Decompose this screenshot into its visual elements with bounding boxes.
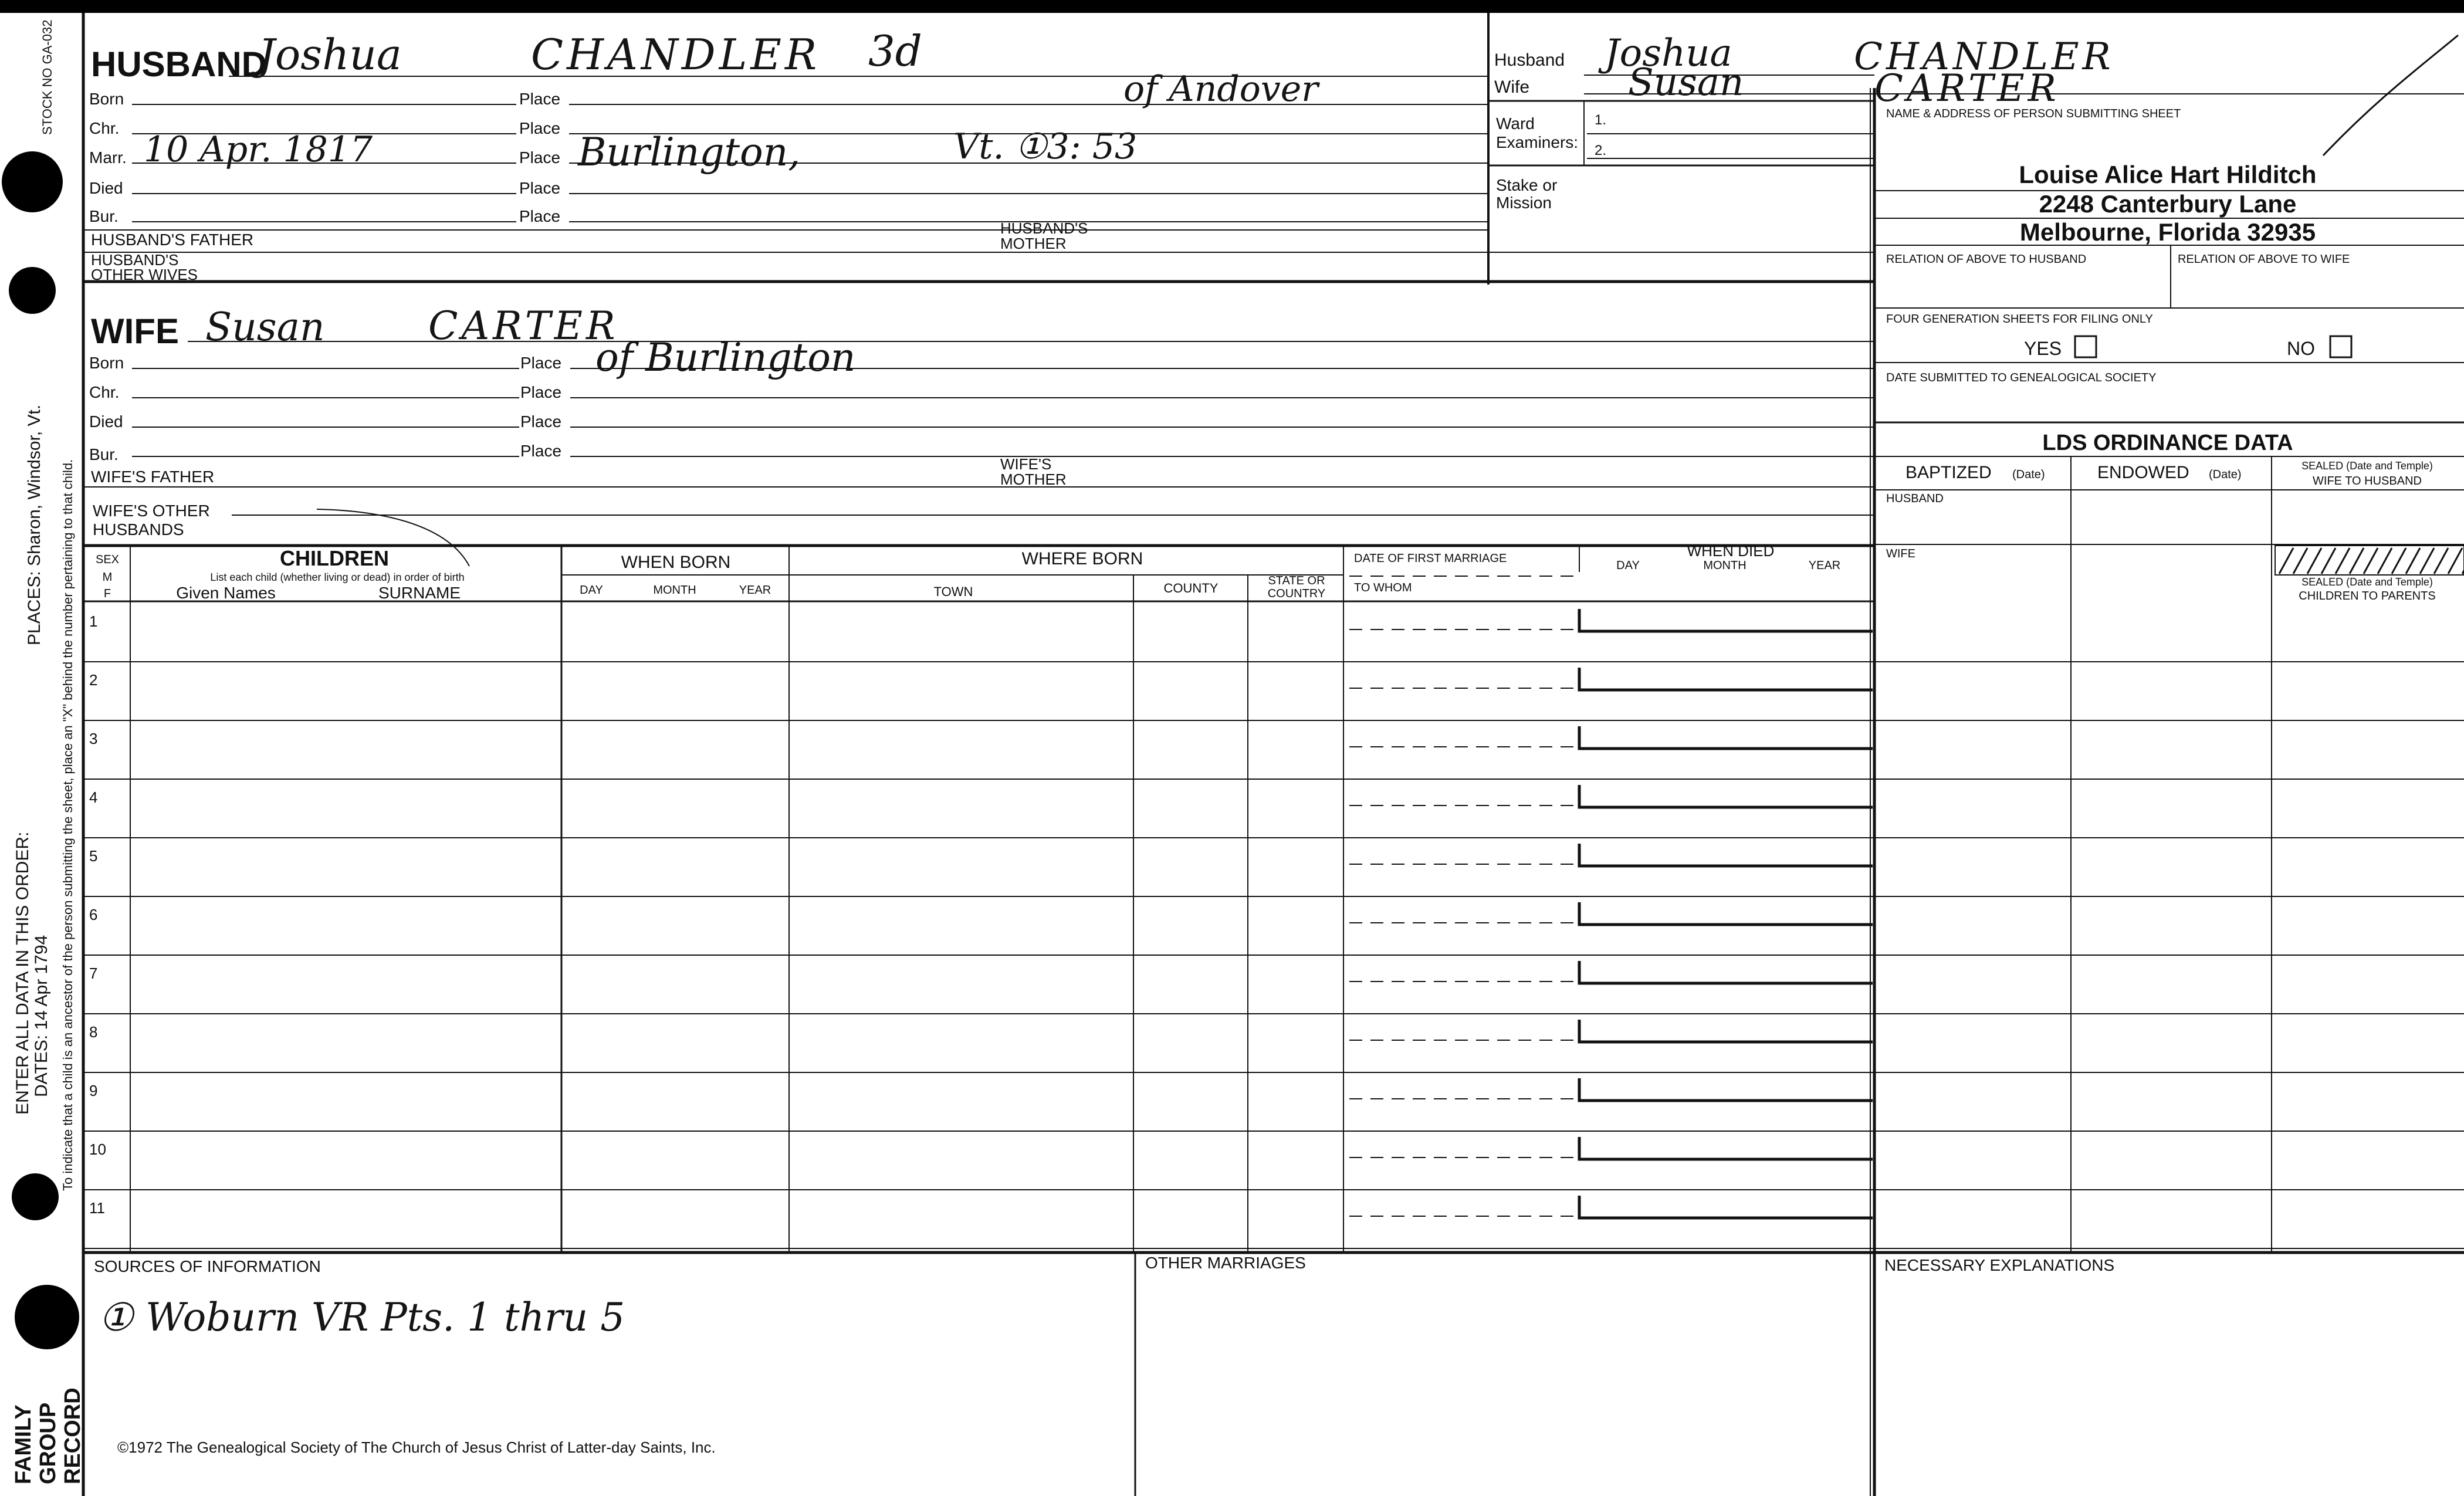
wifes-mother-label-2: MOTHER (1000, 471, 1067, 488)
sex-f-header: F (103, 587, 111, 600)
sex-header: SEX (95, 553, 120, 566)
hatch-stroke (2307, 548, 2321, 574)
summary-husband-given: Joshua (1605, 32, 1732, 75)
wife-born-place: of Burlington (595, 335, 856, 380)
yes-label: YES (2024, 338, 2062, 359)
husband-died-place-label: Place (519, 179, 561, 197)
baptized-label: BAPTIZED (1905, 463, 1992, 482)
town-header: TOWN (933, 584, 973, 599)
hatch-stroke (2321, 548, 2336, 574)
relation-to-wife-label: RELATION OF ABOVE TO WIFE (2178, 253, 2350, 266)
first-marriage-header: DATE OF FIRST MARRIAGE (1354, 552, 1507, 565)
child-row (83, 726, 1874, 779)
husband-surname: CHANDLER (531, 30, 821, 79)
child-row-number: 5 (89, 847, 98, 865)
submitter-header: NAME & ADDRESS OF PERSON SUBMITTING SHEET (1886, 107, 2181, 120)
top-edge-band (0, 0, 2464, 13)
state-header-1: STATE OR (1268, 574, 1325, 587)
born-day-header: DAY (580, 584, 603, 597)
husband-label: HUSBAND (91, 45, 267, 84)
death-date-bracket (1579, 1020, 1873, 1042)
where-born-header: WHERE BORN (1021, 549, 1143, 568)
sealed-children-label-2: CHILDREN TO PARENTS (2299, 590, 2436, 603)
endowed-date-label: (Date) (2209, 468, 2242, 481)
no-checkbox[interactable] (2330, 336, 2351, 357)
summary-wife-surname: CARTER (1874, 67, 2060, 110)
examiner-1-label: 1. (1595, 112, 1607, 128)
husband-marr-place-label: Place (519, 148, 561, 167)
wifes-father-label: WIFE'S FATHER (91, 468, 215, 486)
binder-hole (15, 1285, 79, 1349)
form-title-line-3: RECORD (60, 1387, 85, 1484)
wife-chr-label: Chr. (89, 383, 120, 401)
to-whom-header: TO WHOM (1354, 581, 1412, 594)
county-header: COUNTY (1163, 581, 1219, 595)
child-row (83, 1196, 1874, 1248)
child-row-number: 1 (89, 612, 98, 630)
hatch-stroke (2364, 548, 2378, 574)
no-label: NO (2287, 338, 2315, 359)
husband-given-name: Joshua (258, 30, 402, 79)
stock-number: STOCK NO GA-032 (40, 19, 55, 135)
sealed-wife-label-1: SEALED (Date and Temple) (2301, 460, 2433, 472)
husbands-mother-label-1: HUSBAND'S (1000, 219, 1088, 237)
sex-m-header: M (102, 571, 113, 584)
husband-marriage-reference: Vt. ①3: 53 (953, 126, 1138, 167)
places-instruction: PLACES: Sharon, Windsor, Vt. (25, 404, 44, 645)
child-row (83, 902, 1874, 955)
death-date-bracket (1579, 785, 1873, 807)
hatched-not-applicable-cell (2275, 546, 2464, 575)
child-row (83, 609, 1874, 662)
born-year-header: YEAR (739, 584, 771, 597)
child-row (83, 668, 1874, 720)
child-row-number: 9 (89, 1082, 98, 1099)
death-date-bracket (1579, 609, 1873, 631)
husband-suffix: 3d (868, 26, 922, 76)
died-year-header: YEAR (1808, 559, 1841, 572)
child-row (83, 961, 1874, 1014)
lds-ordinance-rows (1874, 544, 2464, 1248)
relation-to-husband-label: RELATION OF ABOVE TO HUSBAND (1886, 253, 2087, 266)
husband-bur-place-label: Place (519, 207, 561, 225)
form-title-line-2: GROUP (36, 1402, 60, 1484)
death-date-bracket (1579, 844, 1873, 866)
hatch-stroke (2279, 548, 2293, 574)
death-date-bracket (1579, 1078, 1873, 1101)
child-row-number: 11 (89, 1199, 105, 1217)
wifes-mother-label-1: WIFE'S (1000, 455, 1052, 473)
husband-born-place-label: Place (519, 90, 561, 108)
dates-instruction: DATES: 14 Apr 1794 (32, 935, 51, 1097)
husband-born-place: of Andover (1123, 69, 1318, 110)
binder-hole (9, 267, 56, 314)
examiner-2-label: 2. (1595, 143, 1607, 158)
child-row (83, 1078, 1874, 1131)
children-list-instruction: List each child (whether living or dead) in order of birth (210, 571, 465, 583)
wife-born-place-label: Place (520, 354, 562, 372)
husband-chr-label: Chr. (89, 119, 120, 137)
died-day-header: DAY (1616, 559, 1640, 572)
binder-hole (12, 1173, 59, 1220)
summary-husband-label: Husband (1494, 50, 1565, 70)
wife-surname: CARTER (428, 303, 619, 348)
sealed-wife-label-2: WIFE TO HUSBAND (2313, 475, 2422, 488)
submitter-name: Louise Alice Hart Hilditch (2019, 161, 2317, 188)
enter-order-instruction: ENTER ALL DATA IN THIS ORDER: (13, 831, 32, 1115)
wife-born-label: Born (89, 354, 124, 372)
child-row-number: 6 (89, 906, 98, 923)
husband-chr-place-label: Place (519, 119, 561, 137)
wife-died-label: Died (89, 412, 123, 431)
child-row-number: 8 (89, 1023, 98, 1041)
lds-husband-label: HUSBAND (1886, 492, 1944, 505)
children-header: CHILDREN (280, 546, 389, 570)
wifes-other-husbands-label-1: WIFE'S OTHER (93, 502, 210, 520)
wife-label: WIFE (91, 312, 179, 351)
form-title-line-1: FAMILY (11, 1404, 36, 1484)
lds-title: LDS ORDINANCE DATA (2042, 431, 2293, 455)
lds-wife-label: WIFE (1886, 547, 1915, 560)
husband-marriage-date: 10 Apr. 1817 (144, 129, 373, 170)
child-row-number: 7 (89, 964, 98, 982)
death-date-bracket (1579, 1196, 1873, 1218)
husbands-father-label: HUSBAND'S FATHER (91, 231, 254, 249)
summary-wife-given: Susan (1628, 61, 1744, 104)
sources-label: SOURCES OF INFORMATION (94, 1257, 321, 1275)
husband-died-label: Died (89, 179, 123, 197)
husbands-other-wives-label-1: HUSBAND'S (91, 251, 179, 269)
wife-chr-place-label: Place (520, 383, 562, 401)
hatch-stroke (2293, 548, 2307, 574)
examiners-label: Examiners: (1496, 133, 1579, 151)
born-month-header: MONTH (653, 584, 696, 597)
stake-label-2: Mission (1496, 194, 1552, 212)
child-row-number: 2 (89, 671, 98, 689)
death-date-bracket (1579, 1137, 1873, 1159)
wife-given-name: Susan (205, 304, 325, 350)
husbands-mother-label-2: MOTHER (1000, 235, 1067, 252)
child-row (83, 785, 1874, 838)
summary-wife-label: Wife (1494, 77, 1529, 97)
child-row-number: 4 (89, 788, 98, 806)
surname-header: SURNAME (378, 584, 461, 602)
hatch-stroke (2336, 548, 2350, 574)
child-row (83, 1020, 1874, 1072)
wife-bur-place-label: Place (520, 442, 562, 460)
hatch-stroke (2406, 548, 2420, 574)
hatch-stroke (2378, 548, 2392, 574)
hatch-stroke (2350, 548, 2364, 574)
sealed-children-label-1: SEALED (Date and Temple) (2301, 576, 2433, 588)
death-date-bracket (1579, 726, 1873, 749)
child-row-number: 3 (89, 730, 98, 747)
child-row (83, 1137, 1874, 1190)
husband-marr-label: Marr. (89, 148, 127, 167)
date-submitted-label: DATE SUBMITTED TO GENEALOGICAL SOCIETY (1886, 371, 2157, 384)
when-died-header: WHEN DIED (1687, 542, 1775, 560)
husband-bur-label: Bur. (89, 207, 119, 225)
endowed-label: ENDOWED (2097, 463, 2189, 482)
necessary-explanations-label: NECESSARY EXPLANATIONS (1884, 1256, 2115, 1274)
binder-hole (2, 151, 63, 212)
hatch-stroke (2448, 548, 2462, 574)
died-month-header: MONTH (1703, 559, 1747, 572)
other-marriages-label: OTHER MARRIAGES (1145, 1254, 1306, 1272)
sources-text: ① Woburn VR Pts. 1 thru 5 (99, 1295, 625, 1340)
summary-husband-surname: CHANDLER (1854, 35, 2114, 79)
death-date-bracket (1579, 668, 1873, 690)
children-rows (83, 609, 1874, 1248)
yes-checkbox[interactable] (2075, 336, 2096, 357)
ward-label: Ward (1496, 114, 1535, 133)
baptized-date-label: (Date) (2012, 468, 2045, 481)
submitter-street: 2248 Canterbury Lane (2039, 190, 2297, 218)
husbands-other-wives-label-2: OTHER WIVES (91, 266, 198, 283)
child-row-number: 10 (89, 1140, 106, 1158)
husband-marriage-place: Burlington, (578, 130, 801, 175)
hatch-stroke (2420, 548, 2434, 574)
wifes-other-husbands-label-2: HUSBANDS (93, 520, 184, 539)
ancestor-instruction: To indicate that a child is an ancestor of the person submitting the sheet, place an "X" behind the number pertaining to that child. (60, 459, 75, 1191)
four-generation-label: FOUR GENERATION SHEETS FOR FILING ONLY (1886, 313, 2153, 326)
death-date-bracket (1579, 902, 1873, 925)
submitter-city: Melbourne, Florida 32935 (2019, 218, 2316, 246)
hatch-stroke (2392, 548, 2406, 574)
hatch-stroke (2434, 548, 2448, 574)
state-header-2: COUNTRY (1267, 587, 1326, 600)
when-born-header: WHEN BORN (621, 553, 731, 572)
child-row (83, 844, 1874, 896)
given-names-header: Given Names (176, 584, 276, 602)
stake-label-1: Stake or (1496, 176, 1558, 194)
death-date-bracket (1579, 961, 1873, 983)
husband-born-label: Born (89, 90, 124, 108)
wife-bur-label: Bur. (89, 445, 119, 463)
copyright-notice: ©1972 The Genealogical Society of The Church of Jesus Christ of Latter-day Saints, Inc. (117, 1439, 716, 1456)
wife-died-place-label: Place (520, 412, 562, 431)
